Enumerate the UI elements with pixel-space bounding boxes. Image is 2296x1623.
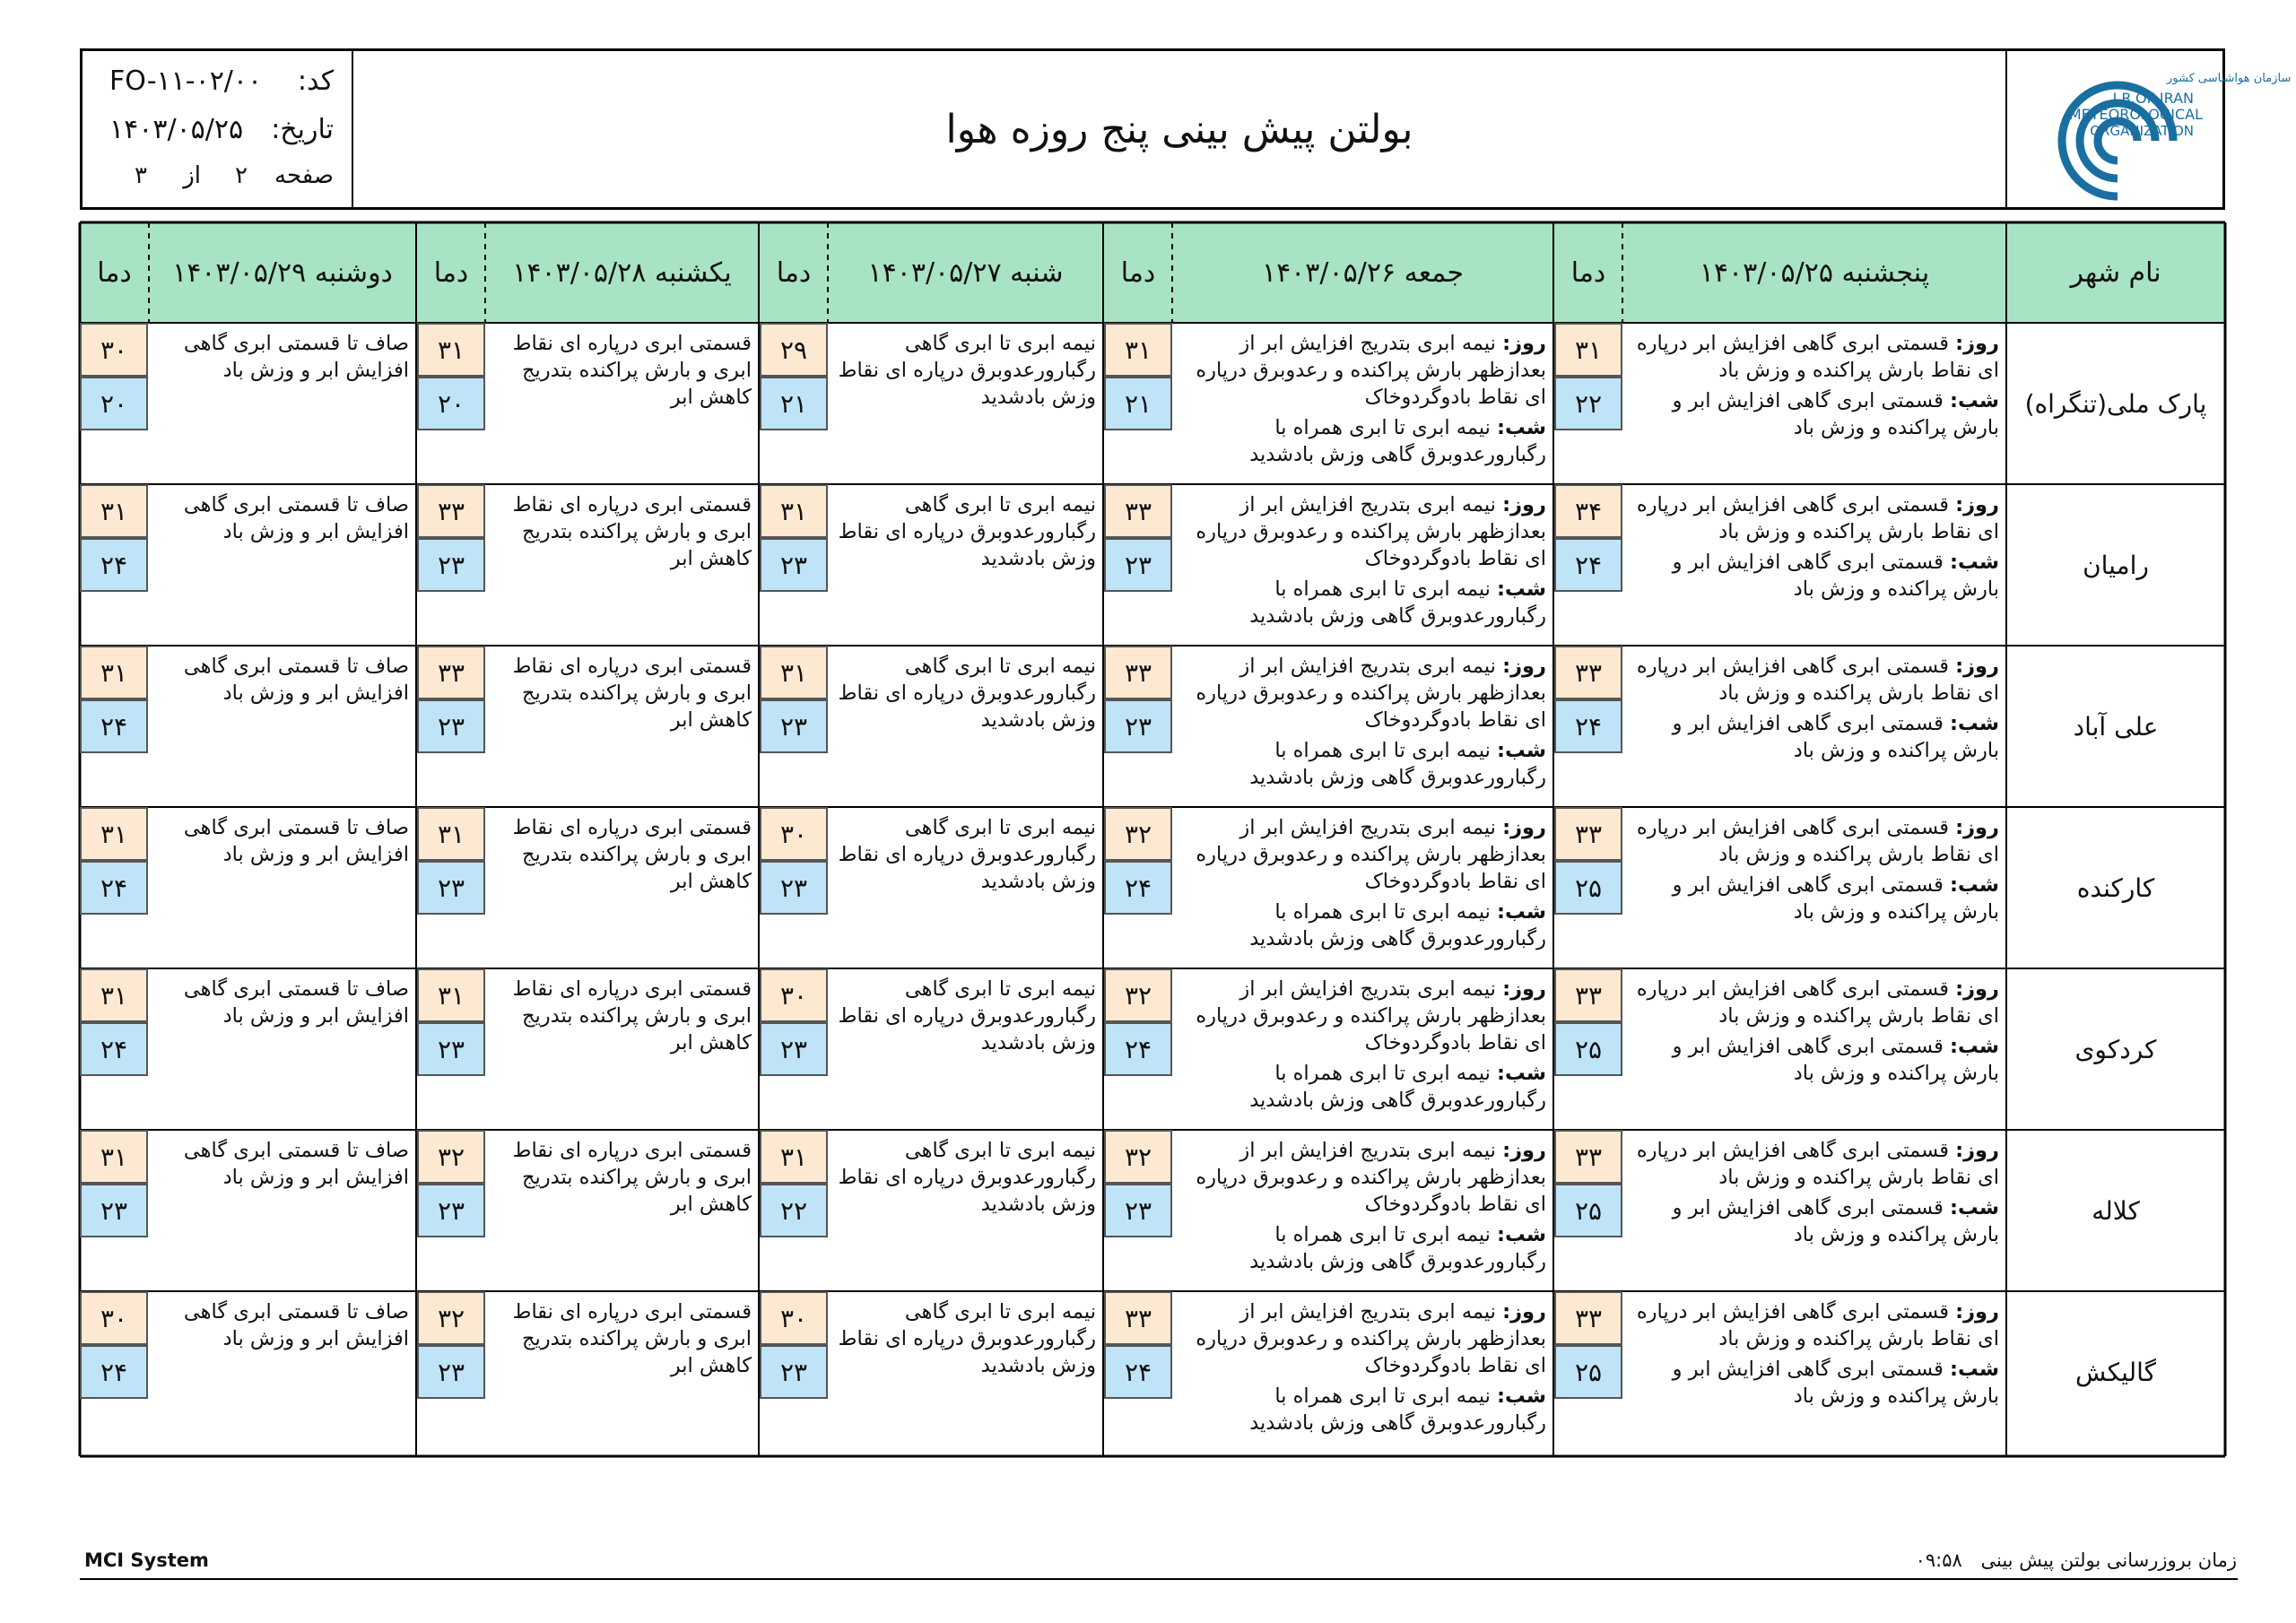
- max-temp: ۳۲: [1104, 1130, 1172, 1184]
- min-temp: ۲۳: [1104, 1184, 1172, 1237]
- day-forecast: [1179, 653, 1546, 733]
- forecast-description: [1630, 330, 1999, 441]
- meteorological-organization-logo: [2023, 60, 2292, 204]
- night-label: شب:: [1950, 1035, 1999, 1058]
- forecast-description: صاف تا قسمتی ابری گاهی افزایش ابر و وزش باد: [183, 493, 409, 543]
- page-total: ۳: [135, 162, 147, 189]
- max-temp: ۳۰: [760, 807, 828, 861]
- page-of-label: از: [183, 162, 201, 189]
- max-temp: ۳۰: [80, 1291, 148, 1345]
- day-forecast: [1179, 491, 1546, 572]
- bulletin-header: [80, 48, 2292, 210]
- day-text: نیمه ابری بتدریج افزایش ابر از بعدازظهر بارش پراکنده و رعدوبرق درپاره ای نقاط بادوگردوخاک: [1196, 977, 1546, 1055]
- day-label: روز:: [1955, 1139, 1999, 1162]
- day-label: روز:: [1955, 332, 1999, 355]
- forecast-description: قسمتی ابری درپاره ای نقاط ابری و بارش پراکنده بتدریج کاهش ابر: [512, 1139, 752, 1216]
- city-name: پارک ملی(تنگراه): [2024, 388, 2207, 419]
- city-name: کارکنده: [2076, 872, 2155, 903]
- forecast-description: قسمتی ابری درپاره ای نقاط ابری و بارش پراکنده بتدریج کاهش ابر: [512, 1300, 752, 1377]
- update-time: ۰۹:۵۸: [1915, 1549, 1962, 1571]
- forecast-description: [1179, 814, 1546, 952]
- forecast-description: [1630, 814, 1999, 925]
- forecast-description: [1630, 1137, 1999, 1248]
- min-temp: ۲۳: [760, 861, 828, 915]
- min-temp: ۲۳: [80, 1184, 148, 1237]
- table-row: [80, 1130, 2225, 1291]
- update-label: زمان بروزرسانی بولتن پیش بینی: [1980, 1549, 2237, 1571]
- max-temp: ۳۲: [1104, 968, 1172, 1022]
- logo-line2: METEOROLOGICAL: [2068, 106, 2203, 123]
- forecast-description: صاف تا قسمتی ابری گاهی افزایش ابر و وزش باد: [183, 977, 409, 1028]
- max-temp: ۳۳: [417, 484, 485, 538]
- day-label: روز:: [1955, 1300, 1999, 1324]
- city-name: علی آباد: [2073, 711, 2159, 742]
- min-temp: ۲۴: [1554, 699, 1622, 753]
- max-temp: ۳۱: [80, 807, 148, 861]
- night-forecast: [1630, 710, 1999, 764]
- min-temp: ۲۳: [1104, 538, 1172, 592]
- max-temp: ۳۲: [417, 1130, 485, 1184]
- temp-column-header: دما: [97, 256, 132, 289]
- min-temp: ۲۵: [1554, 1345, 1622, 1399]
- day-text: قسمتی ابری گاهی افزایش ابر درپاره ای نقاط بارش پراکنده و وزش باد: [1636, 1139, 1999, 1189]
- forecast-description: [1630, 976, 1999, 1087]
- night-text: قسمتی ابری گاهی افزایش ابر و بارش پراکنده و وزش باد: [1672, 1035, 1999, 1085]
- max-temp: ۳۱: [1554, 323, 1622, 377]
- min-temp: ۲۳: [760, 538, 828, 592]
- night-label: شب:: [1497, 416, 1546, 439]
- min-temp: ۲۳: [417, 699, 485, 753]
- day-forecast: [1179, 976, 1546, 1056]
- max-temp: ۳۳: [1554, 1130, 1622, 1184]
- min-temp: ۲۳: [760, 1022, 828, 1076]
- city-name: رامیان: [2083, 550, 2149, 580]
- night-text: نیمه ابری تا ابری همراه با رگبارورعدوبرق گاهی وزش بادشدید: [1249, 739, 1546, 789]
- max-temp: ۳۳: [1104, 646, 1172, 699]
- day-label: روز:: [1955, 493, 1999, 516]
- max-temp: ۳۱: [80, 484, 148, 538]
- night-forecast: [1630, 1033, 1999, 1087]
- day-column-header: جمعه ۱۴۰۳/۰۵/۲۶: [1261, 256, 1465, 289]
- night-label: شب:: [1950, 1358, 1999, 1381]
- forecast-description: نیمه ابری تا ابری گاهی رگبارورعدوبرق درپاره ای نقاط وزش بادشدید: [838, 977, 1096, 1055]
- forecast-description: صاف تا قسمتی ابری گاهی افزایش ابر و وزش باد: [183, 816, 409, 866]
- day-label: روز:: [1502, 977, 1546, 1001]
- footer-divider: [80, 1578, 2238, 1580]
- max-temp: ۳۳: [1554, 646, 1622, 699]
- page-title: بولتن پیش بینی پنج روزه هوا: [945, 106, 1413, 152]
- day-text: قسمتی ابری گاهی افزایش ابر درپاره ای نقاط بارش پراکنده و وزش باد: [1636, 816, 1999, 866]
- min-temp: ۲۴: [1104, 1345, 1172, 1399]
- night-forecast: [1630, 872, 1999, 925]
- min-temp: ۲۵: [1554, 861, 1622, 915]
- logo-line3: ORGANIZATION: [2090, 123, 2194, 139]
- day-text: قسمتی ابری گاهی افزایش ابر درپاره ای نقاط بارش پراکنده و وزش باد: [1636, 977, 1999, 1028]
- day-text: نیمه ابری بتدریج افزایش ابر از بعدازظهر بارش پراکنده و رعدوبرق درپاره ای نقاط بادوگردوخاک: [1196, 1139, 1546, 1216]
- forecast-description: نیمه ابری تا ابری گاهی رگبارورعدوبرق درپاره ای نقاط وزش بادشدید: [838, 655, 1096, 732]
- max-temp: ۳۱: [760, 646, 828, 699]
- night-text: قسمتی ابری گاهی افزایش ابر و بارش پراکنده و وزش باد: [1672, 1358, 1999, 1408]
- forecast-description: قسمتی ابری درپاره ای نقاط ابری و بارش پراکنده بتدریج کاهش ابر: [512, 977, 752, 1055]
- logo-org-fa: سازمان هواشناسی کشور: [2167, 72, 2292, 85]
- day-text: قسمتی ابری گاهی افزایش ابر درپاره ای نقاط بارش پراکنده و وزش باد: [1636, 332, 1999, 382]
- night-forecast: [1179, 1060, 1546, 1114]
- forecast-description: [1179, 1137, 1546, 1275]
- max-temp: ۳۱: [760, 1130, 828, 1184]
- night-forecast: [1630, 387, 1999, 441]
- day-text: نیمه ابری بتدریج افزایش ابر از بعدازظهر بارش پراکنده و رعدوبرق درپاره ای نقاط بادوگردوخاک: [1196, 655, 1546, 732]
- night-label: شب:: [1497, 1384, 1546, 1408]
- max-temp: ۳۱: [80, 968, 148, 1022]
- night-forecast: [1179, 414, 1546, 468]
- night-forecast: [1179, 1383, 1546, 1436]
- logo-cell: [2005, 51, 2292, 207]
- night-label: شب:: [1950, 712, 1999, 735]
- forecast-description: [1179, 976, 1546, 1114]
- forecast-description: نیمه ابری تا ابری گاهی رگبارورعدوبرق درپاره ای نقاط وزش بادشدید: [838, 1139, 1096, 1216]
- night-text: نیمه ابری تا ابری همراه با رگبارورعدوبرق گاهی وزش بادشدید: [1249, 1062, 1546, 1112]
- min-temp: ۲۴: [1104, 861, 1172, 915]
- forecast-description: نیمه ابری تا ابری گاهی رگبارورعدوبرق درپاره ای نقاط وزش بادشدید: [838, 1300, 1096, 1377]
- max-temp: ۳۰: [760, 968, 828, 1022]
- forecast-description: نیمه ابری تا ابری گاهی رگبارورعدوبرق درپاره ای نقاط وزش بادشدید: [838, 332, 1096, 409]
- forecast-description: [1179, 653, 1546, 791]
- day-forecast: [1179, 1298, 1546, 1379]
- forecast-description: نیمه ابری تا ابری گاهی رگبارورعدوبرق درپاره ای نقاط وزش بادشدید: [838, 816, 1096, 893]
- day-forecast: [1179, 330, 1546, 411]
- max-temp: ۳۲: [1104, 807, 1172, 861]
- day-forecast: [1630, 814, 1999, 868]
- forecast-description: [1630, 491, 1999, 603]
- max-temp: ۳۱: [80, 1130, 148, 1184]
- max-temp: ۳۱: [417, 968, 485, 1022]
- night-forecast: [1179, 737, 1546, 791]
- forecast-description: [1630, 653, 1999, 764]
- max-temp: ۳۴: [1554, 484, 1622, 538]
- table-row: [80, 1291, 2225, 1453]
- system-name: MCI System: [84, 1549, 209, 1571]
- max-temp: ۳۱: [417, 807, 485, 861]
- table-row: [80, 484, 2225, 646]
- max-temp: ۳۱: [417, 323, 485, 377]
- day-text: قسمتی ابری گاهی افزایش ابر درپاره ای نقاط بارش پراکنده و وزش باد: [1636, 1300, 1999, 1350]
- code-value: FO-۱۱-۰۲/۰۰: [109, 65, 263, 97]
- night-label: شب:: [1497, 577, 1546, 601]
- max-temp: ۳۲: [417, 1291, 485, 1345]
- forecast-description: [1630, 1298, 1999, 1410]
- city-column-header: نام شهر: [2070, 256, 2161, 289]
- min-temp: ۲۵: [1554, 1022, 1622, 1076]
- night-label: شب:: [1497, 900, 1546, 924]
- day-text: نیمه ابری بتدریج افزایش ابر از بعدازظهر بارش پراکنده و رعدوبرق درپاره ای نقاط بادوگردوخاک: [1196, 816, 1546, 893]
- min-temp: ۲۱: [1104, 377, 1172, 430]
- day-label: روز:: [1502, 1139, 1546, 1162]
- night-label: شب:: [1497, 1062, 1546, 1085]
- forecast-description: قسمتی ابری درپاره ای نقاط ابری و بارش پراکنده بتدریج کاهش ابر: [512, 493, 752, 570]
- min-temp: ۲۳: [417, 538, 485, 592]
- forecast-description: قسمتی ابری درپاره ای نقاط ابری و بارش پراکنده بتدریج کاهش ابر: [512, 332, 752, 409]
- day-text: قسمتی ابری گاهی افزایش ابر درپاره ای نقاط بارش پراکنده و وزش باد: [1636, 655, 1999, 705]
- min-temp: ۲۳: [417, 1022, 485, 1076]
- day-column-header: پنجشنبه ۱۴۰۳/۰۵/۲۵: [1699, 256, 1930, 289]
- forecast-description: صاف تا قسمتی ابری گاهی افزایش ابر و وزش باد: [183, 1139, 409, 1189]
- table-row: [80, 807, 2225, 968]
- max-temp: ۳۰: [760, 1291, 828, 1345]
- forecast-description: صاف تا قسمتی ابری گاهی افزایش ابر و وزش باد: [183, 332, 409, 382]
- table-row: [80, 323, 2225, 484]
- night-text: نیمه ابری تا ابری همراه با رگبارورعدوبرق گاهی وزش بادشدید: [1249, 416, 1546, 466]
- max-temp: ۳۳: [1554, 1291, 1622, 1345]
- day-column-header: شنبه ۱۴۰۳/۰۵/۲۷: [867, 256, 1064, 289]
- day-forecast: [1630, 330, 1999, 384]
- forecast-description: [1179, 1298, 1546, 1436]
- day-forecast: [1179, 814, 1546, 895]
- night-forecast: [1630, 549, 1999, 603]
- night-text: نیمه ابری تا ابری همراه با رگبارورعدوبرق گاهی وزش بادشدید: [1249, 1384, 1546, 1435]
- table-row: [80, 646, 2225, 807]
- day-label: روز:: [1955, 655, 1999, 678]
- day-forecast: [1179, 1137, 1546, 1218]
- day-forecast: [1630, 1137, 1999, 1191]
- day-forecast: [1630, 491, 1999, 545]
- night-forecast: [1179, 1221, 1546, 1275]
- max-temp: ۳۳: [1554, 968, 1622, 1022]
- forecast-description: [1179, 491, 1546, 629]
- page-label: صفحه: [274, 162, 334, 189]
- min-temp: ۲۳: [1104, 699, 1172, 753]
- temp-column-header: دما: [433, 256, 469, 289]
- day-label: روز:: [1502, 332, 1546, 355]
- forecast-description: [1179, 330, 1546, 468]
- day-text: نیمه ابری بتدریج افزایش ابر از بعدازظهر بارش پراکنده و رعدوبرق درپاره ای نقاط بادوگردوخاک: [1196, 332, 1546, 409]
- max-temp: ۳۱: [80, 646, 148, 699]
- update-time-text: [1916, 1549, 2237, 1571]
- max-temp: ۳۱: [760, 484, 828, 538]
- forecast-description: صاف تا قسمتی ابری گاهی افزایش ابر و وزش باد: [183, 655, 409, 705]
- min-temp: ۲۲: [760, 1184, 828, 1237]
- temp-column-header: دما: [776, 256, 812, 289]
- min-temp: ۲۳: [760, 699, 828, 753]
- max-temp: ۳۳: [1554, 807, 1622, 861]
- max-temp: ۳۳: [1104, 1291, 1172, 1345]
- temp-column-header: دما: [1120, 256, 1156, 289]
- day-label: روز:: [1955, 816, 1999, 839]
- forecast-description: قسمتی ابری درپاره ای نقاط ابری و بارش پراکنده بتدریج کاهش ابر: [512, 816, 752, 893]
- logo-line1: I.R.OF IRAN: [2112, 90, 2194, 107]
- day-forecast: [1630, 1298, 1999, 1352]
- night-text: قسمتی ابری گاهی افزایش ابر و بارش پراکنده و وزش باد: [1672, 389, 1999, 439]
- day-text: نیمه ابری بتدریج افزایش ابر از بعدازظهر بارش پراکنده و رعدوبرق درپاره ای نقاط بادوگردوخاک: [1196, 493, 1546, 570]
- night-label: شب:: [1950, 1196, 1999, 1219]
- max-temp: ۳۳: [1104, 484, 1172, 538]
- max-temp: ۳۰: [80, 323, 148, 377]
- forecast-description: نیمه ابری تا ابری گاهی رگبارورعدوبرق درپاره ای نقاط وزش بادشدید: [838, 493, 1096, 570]
- night-label: شب:: [1497, 1223, 1546, 1246]
- night-forecast: [1630, 1356, 1999, 1410]
- day-label: روز:: [1955, 977, 1999, 1001]
- night-text: قسمتی ابری گاهی افزایش ابر و بارش پراکنده و وزش باد: [1672, 551, 1999, 601]
- night-forecast: [1179, 576, 1546, 629]
- day-forecast: [1630, 976, 1999, 1029]
- min-temp: ۲۱: [760, 377, 828, 430]
- night-text: نیمه ابری تا ابری همراه با رگبارورعدوبرق گاهی وزش بادشدید: [1249, 1223, 1546, 1273]
- date-value: ۱۴۰۳/۰۵/۲۵: [109, 114, 244, 145]
- day-forecast: [1630, 653, 1999, 707]
- min-temp: ۲۴: [80, 699, 148, 753]
- min-temp: ۲۴: [1554, 538, 1622, 592]
- city-name: کلاله: [2092, 1195, 2140, 1226]
- night-text: نیمه ابری تا ابری همراه با رگبارورعدوبرق گاهی وزش بادشدید: [1249, 900, 1546, 950]
- night-label: شب:: [1950, 873, 1999, 897]
- min-temp: ۲۳: [417, 861, 485, 915]
- page-number: ۲: [235, 162, 248, 189]
- day-column-header: دوشنبه ۱۴۰۳/۰۵/۲۹: [172, 256, 393, 289]
- city-name: کردکوی: [2074, 1034, 2157, 1064]
- document-meta: [83, 51, 353, 207]
- night-text: قسمتی ابری گاهی افزایش ابر و بارش پراکنده و وزش باد: [1672, 712, 1999, 762]
- day-label: روز:: [1502, 816, 1546, 839]
- forecast-description: قسمتی ابری درپاره ای نقاط ابری و بارش پراکنده بتدریج کاهش ابر: [512, 655, 752, 732]
- min-temp: ۲۴: [80, 1022, 148, 1076]
- day-column-header: یکشنبه ۱۴۰۳/۰۵/۲۸: [512, 256, 732, 289]
- night-label: شب:: [1950, 551, 1999, 574]
- date-label: تاریخ:: [271, 114, 334, 145]
- min-temp: ۲۵: [1554, 1184, 1622, 1237]
- night-label: شب:: [1497, 739, 1546, 762]
- table-row: [80, 968, 2225, 1130]
- min-temp: ۲۴: [1104, 1022, 1172, 1076]
- code-label: کد:: [297, 65, 334, 97]
- temp-column-header: دما: [1570, 256, 1606, 289]
- night-text: قسمتی ابری گاهی افزایش ابر و بارش پراکنده و وزش باد: [1672, 873, 1999, 924]
- night-label: شب:: [1950, 389, 1999, 412]
- night-forecast: [1179, 898, 1546, 952]
- night-text: نیمه ابری تا ابری همراه با رگبارورعدوبرق گاهی وزش بادشدید: [1249, 577, 1546, 628]
- max-temp: ۳۱: [1104, 323, 1172, 377]
- day-text: قسمتی ابری گاهی افزایش ابر درپاره ای نقاط بارش پراکنده و وزش باد: [1636, 493, 1999, 543]
- night-text: قسمتی ابری گاهی افزایش ابر و بارش پراکنده و وزش باد: [1672, 1196, 1999, 1246]
- min-temp: ۲۰: [417, 377, 485, 430]
- min-temp: ۲۳: [417, 1345, 485, 1399]
- max-temp: ۳۳: [417, 646, 485, 699]
- city-name: گالیکش: [2075, 1357, 2157, 1387]
- min-temp: ۲۴: [80, 861, 148, 915]
- max-temp: ۲۹: [760, 323, 828, 377]
- day-text: نیمه ابری بتدریج افزایش ابر از بعدازظهر بارش پراکنده و رعدوبرق درپاره ای نقاط بادوگردوخاک: [1196, 1300, 1546, 1377]
- min-temp: ۲۴: [80, 1345, 148, 1399]
- forecast-description: صاف تا قسمتی ابری گاهی افزایش ابر و وزش باد: [183, 1300, 409, 1350]
- min-temp: ۲۴: [80, 538, 148, 592]
- day-label: روز:: [1502, 1300, 1546, 1324]
- min-temp: ۲۲: [1554, 377, 1622, 430]
- min-temp: ۲۳: [417, 1184, 485, 1237]
- day-label: روز:: [1502, 655, 1546, 678]
- night-forecast: [1630, 1194, 1999, 1248]
- min-temp: ۲۳: [760, 1345, 828, 1399]
- day-label: روز:: [1502, 493, 1546, 516]
- min-temp: ۲۰: [80, 377, 148, 430]
- forecast-table: [80, 222, 2225, 1456]
